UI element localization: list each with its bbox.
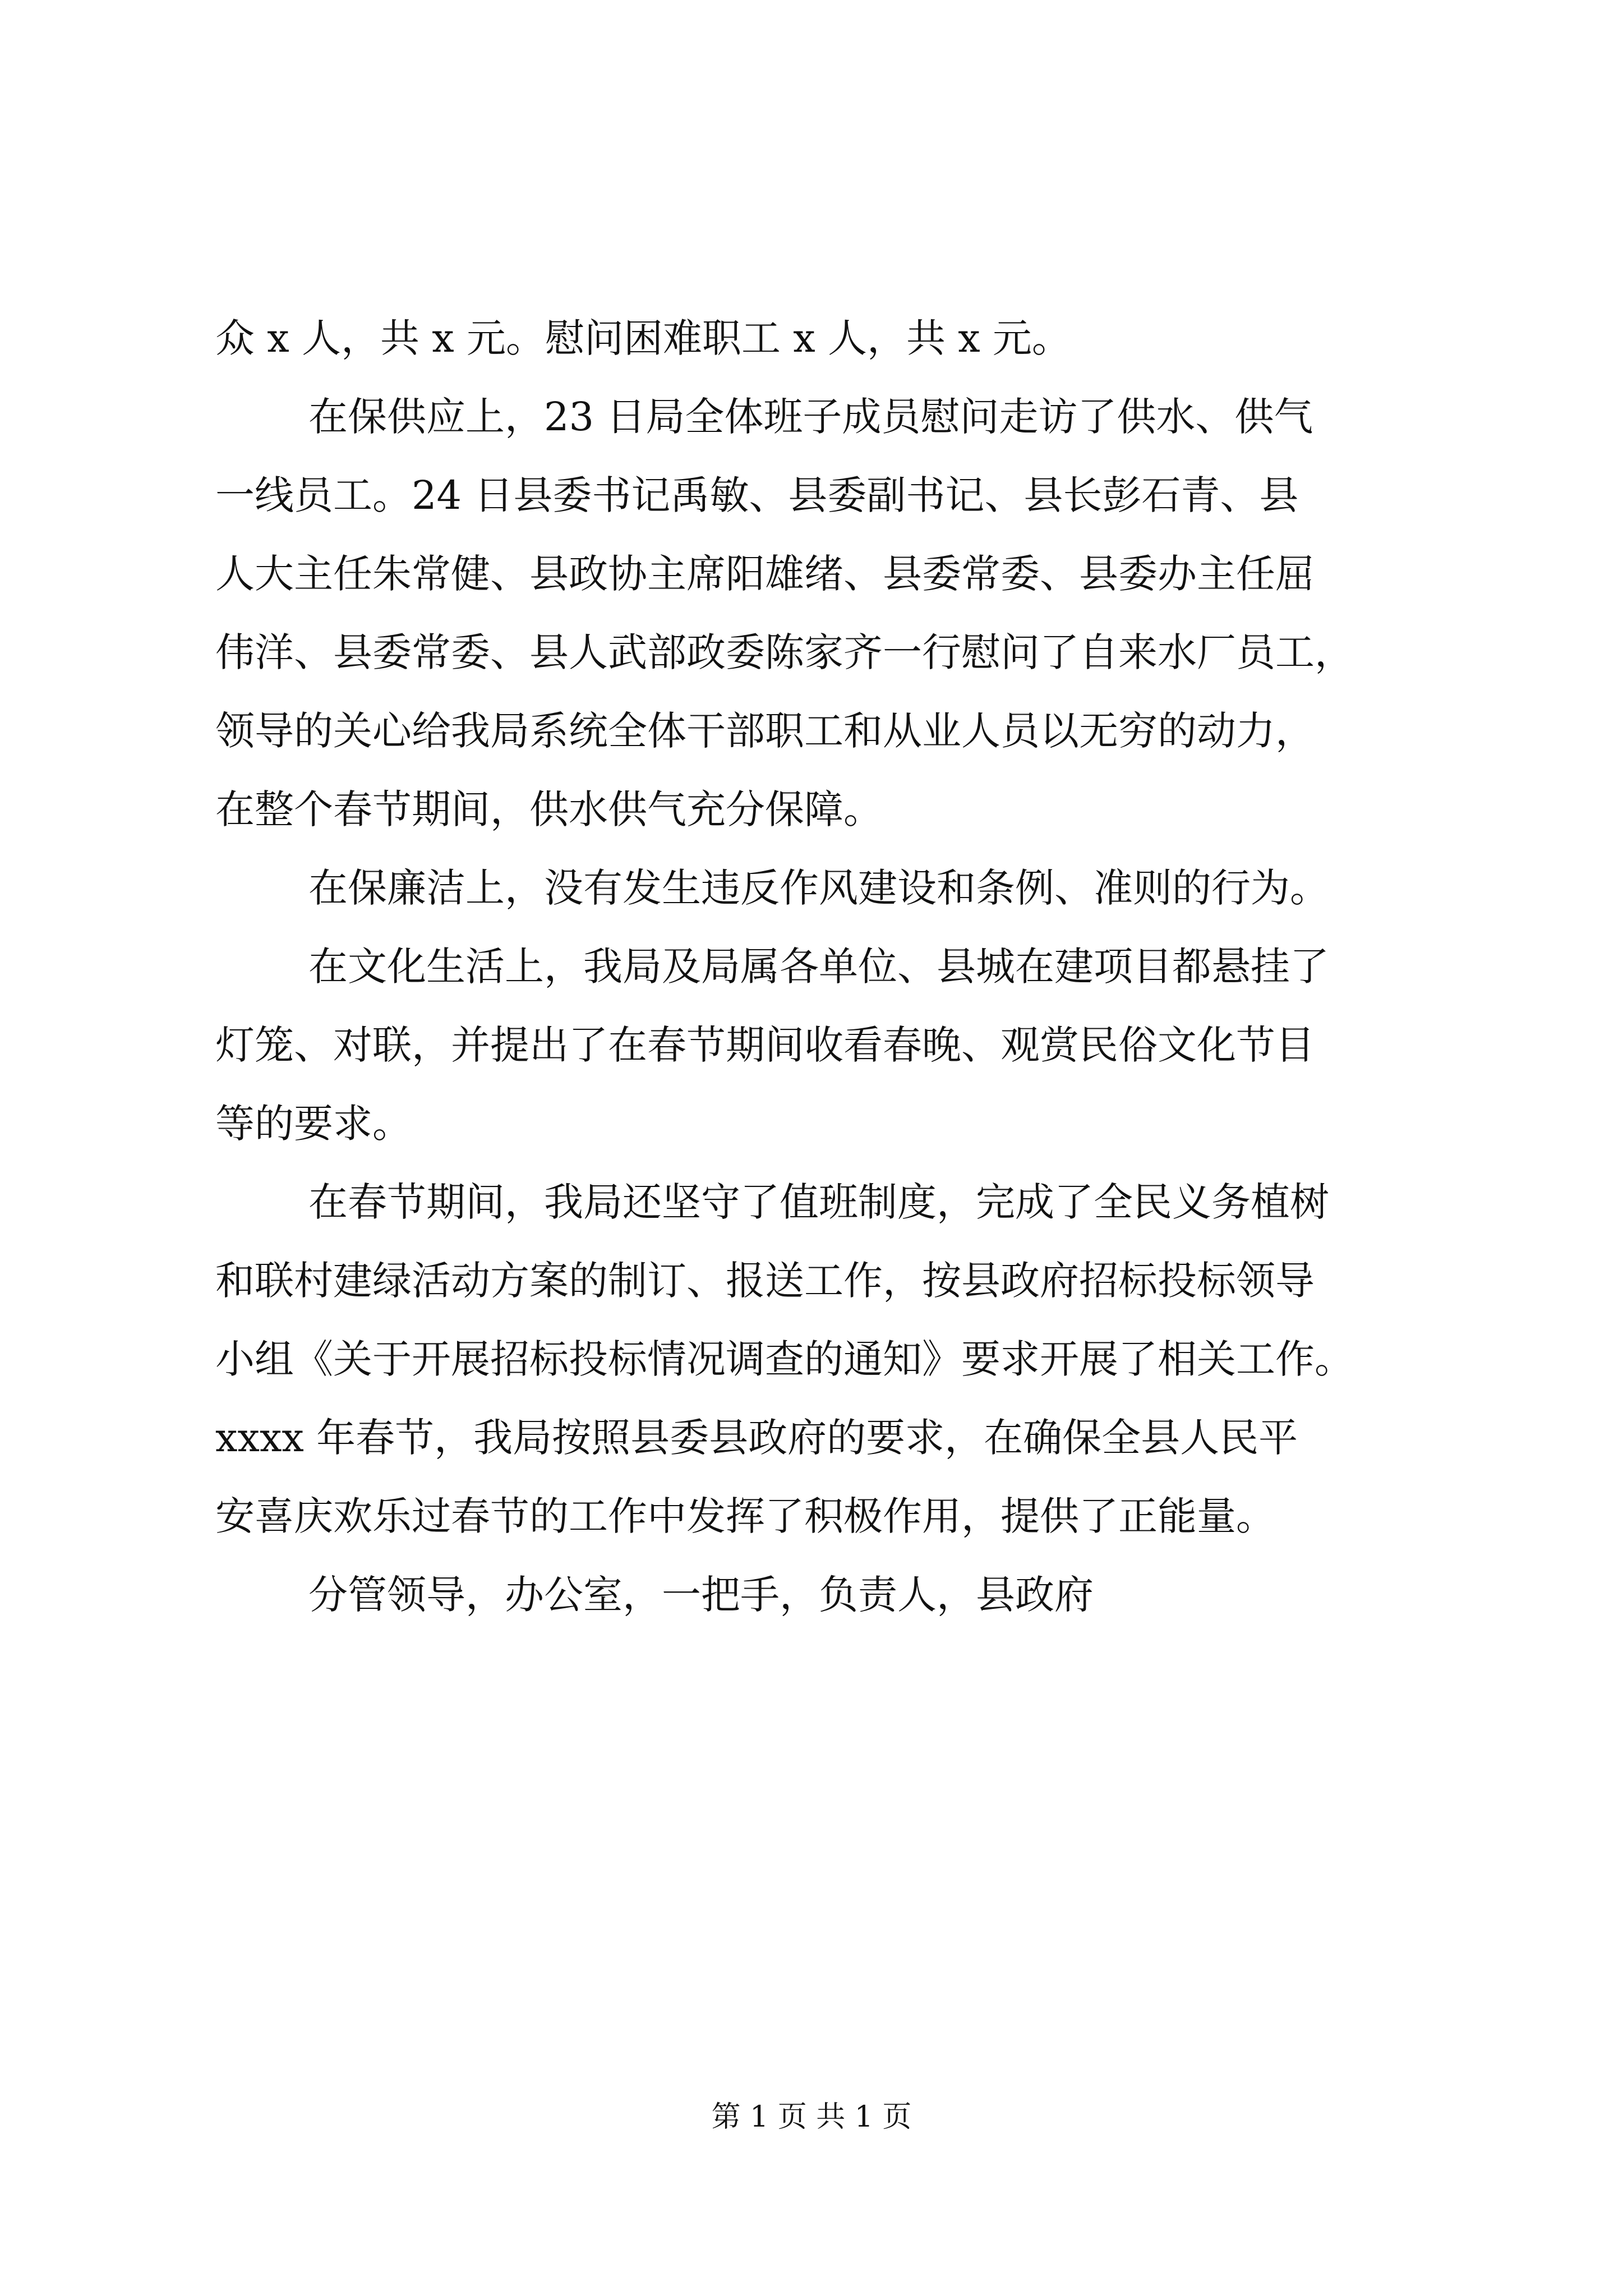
text-line: 在保廉洁上，没有发生违反作风建设和条例、准则的行为。 <box>308 865 1329 911</box>
text-line: 在保供应上，23 日局全体班子成员慰问走访了供水、供气 <box>308 394 1313 440</box>
text-line: 人大主任朱常健、县政协主席阳雄绪、县委常委、县委办主任屈 <box>215 551 1315 597</box>
text-line: 一线员工。24 日县委书记禹敏、县委副书记、县长彭石青、县 <box>215 472 1299 518</box>
text-line: 等的要求。 <box>215 1101 412 1147</box>
text-line: 伟洋、县委常委、县人武部政委陈家齐一行慰问了自来水厂员工， <box>215 629 1354 675</box>
text-line: 众 x 人，共 x 元。慰问困难职工 x 人，共 x 元。 <box>215 315 1071 361</box>
text-line: 在春节期间，我局还坚守了值班制度，完成了全民义务植树 <box>308 1179 1329 1225</box>
text-line: 安喜庆欢乐过春节的工作中发挥了积极作用，提供了正能量。 <box>215 1493 1275 1539</box>
text-line: 在文化生活上，我局及局属各单位、县城在建项目都悬挂了 <box>308 944 1329 990</box>
text-line: 分管领导，办公室，一把手，负责人，县政府 <box>308 1572 1094 1618</box>
text-line: 灯笼、对联，并提出了在春节期间收看春晚、观赏民俗文化节目 <box>215 1022 1315 1068</box>
text-line: 和联村建绿活动方案的制订、报送工作，按县政府招标投标领导 <box>215 1258 1315 1304</box>
text-line: 领导的关心给我局系统全体干部职工和从业人员以无穷的动力， <box>215 708 1315 754</box>
text-line: xxxx 年春节，我局按照县委县政府的要求，在确保全县人民平 <box>215 1415 1298 1461</box>
page-number-footer: 第 1 页 共 1 页 <box>711 2100 912 2134</box>
text-line: 在整个春节期间，供水供气充分保障。 <box>215 786 883 832</box>
text-line: 小组《关于开展招标投标情况调查的通知》要求开展了相关工作。 <box>215 1336 1354 1382</box>
